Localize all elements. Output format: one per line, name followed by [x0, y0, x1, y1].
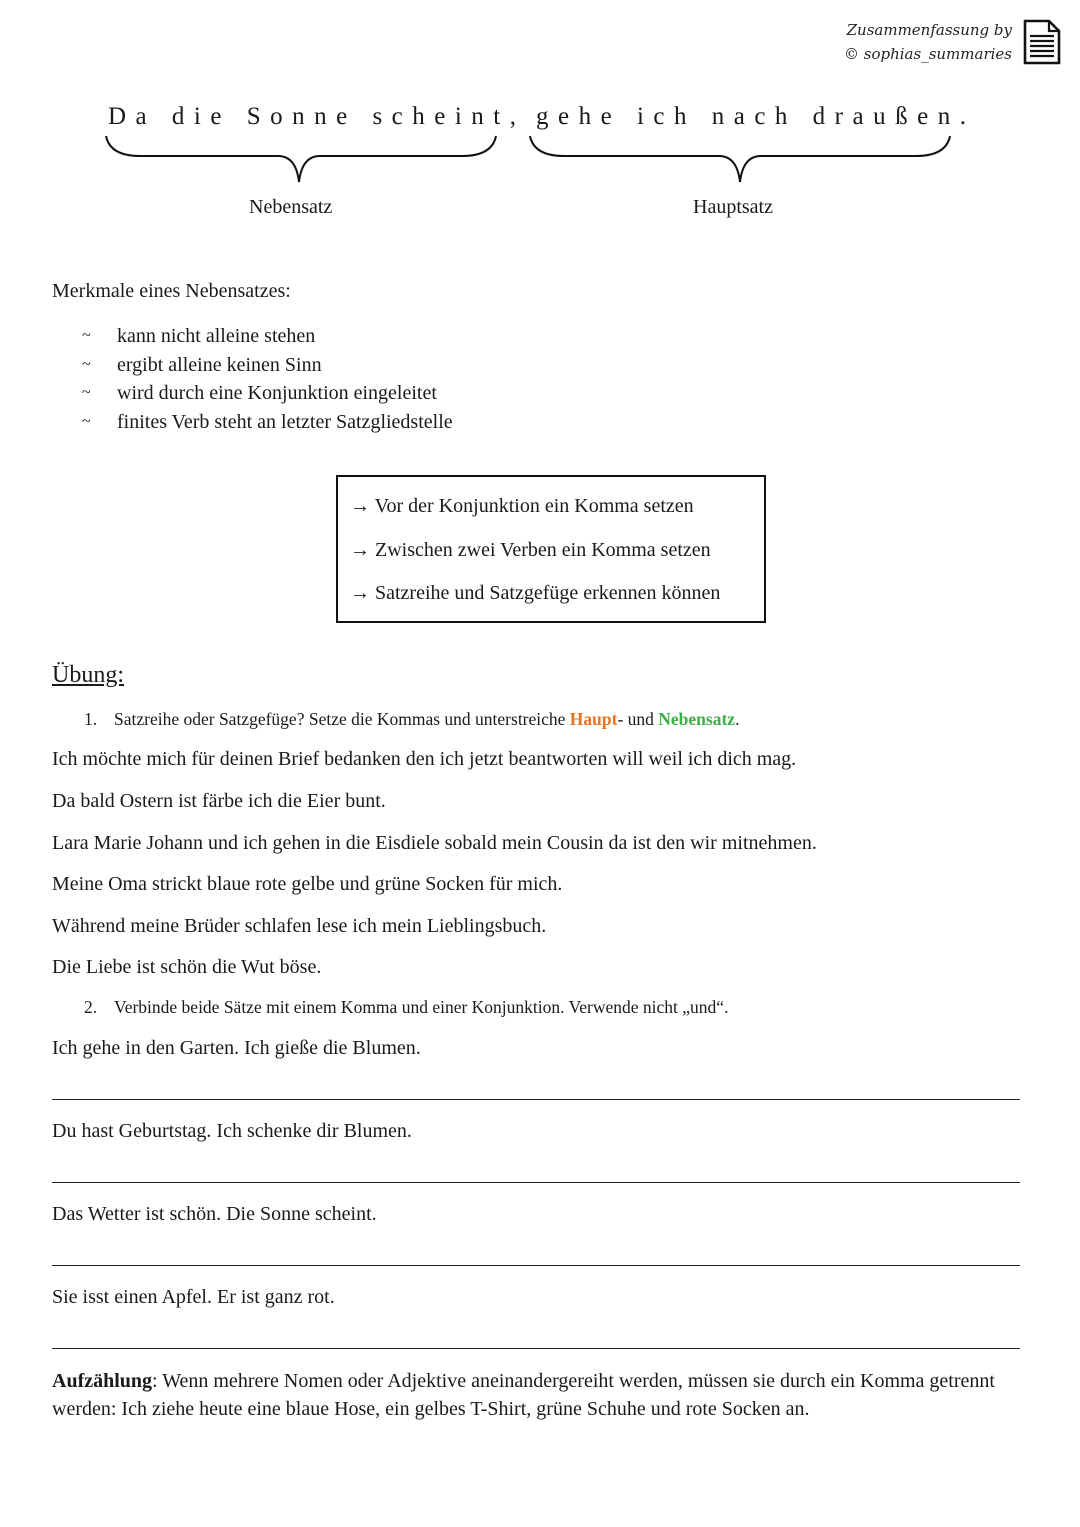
task-1-instruction: 1. Satzreihe oder Satzgefüge? Setze die Kommas und unterstreiche Haupt- und Nebensatz. [84, 709, 740, 729]
answer-line[interactable] [52, 1265, 1020, 1266]
rule-item: → Satzreihe und Satzgefüge erkennen können [350, 582, 721, 604]
example-main-clause: gehe ich nach draußen. [536, 103, 976, 130]
exercise-sentence: Da bald Ostern ist färbe ich die Eier bunt. [52, 790, 386, 812]
credit-line-1: Zusammenfassung by [846, 21, 1012, 39]
task-2-instruction: 2. Verbinde beide Sätze mit einem Komma und einer Konjunktion. Verwende nicht „und“. [84, 997, 729, 1017]
left-brace [100, 132, 500, 188]
rule-item: → Vor der Konjunktion ein Komma setzen [350, 495, 694, 517]
example-subordinate-clause: Da die Sonne scheint, [108, 103, 526, 130]
answer-line[interactable] [52, 1348, 1020, 1349]
enumeration-term: Aufzählung [52, 1370, 153, 1392]
exercise-sentence: Lara Marie Johann und ich gehen in die Eisdiele sobald mein Cousin da ist den wir mitnehmen. [52, 832, 817, 854]
exercise-heading: Übung: [52, 662, 124, 688]
features-title: Merkmale eines Nebensatzes: [52, 280, 291, 302]
tilde-bullet: ~ [82, 327, 91, 344]
haupt-highlight: Haupt [569, 709, 618, 729]
neben-highlight: Nebensatz [658, 709, 736, 729]
features-list [82, 322, 453, 436]
tilde-bullet: ~ [82, 412, 91, 430]
tilde-bullet: ~ [82, 384, 91, 402]
tilde-bullet: ~ [82, 355, 91, 373]
list-item: ~ wird durch eine Konjunktion eingeleitet [82, 379, 453, 408]
list-item: ~ finites Verb steht an letzter Satzgliedstelle [82, 408, 453, 437]
list-item: ~ ergibt alleine keinen Sinn [82, 351, 453, 380]
task-2-sentence: Ich gehe in den Garten. Ich gieße die Blumen. [52, 1037, 421, 1059]
enumeration-note: Aufzählung: Wenn mehrere Nomen oder Adjektive aneinandergereiht werden, müssen sie durch ein Komma getrennt werden: Ich ziehe heute eine blaue Hose, ein gelbes T-Shirt, grüne Schuhe und rote Socken an. [52, 1370, 995, 1420]
task-2-sentence: Du hast Geburtstag. Ich schenke dir Blumen. [52, 1120, 412, 1142]
task-2-sentence: Das Wetter ist schön. Die Sonne scheint. [52, 1203, 377, 1225]
exercise-sentence: Die Liebe ist schön die Wut böse. [52, 956, 322, 978]
rule-item: → Zwischen zwei Verben ein Komma setzen [350, 538, 711, 561]
label-hauptsatz: Hauptsatz [693, 196, 773, 218]
exercise-sentence: Während meine Brüder schlafen lese ich mein Lieblingsbuch. [52, 915, 547, 937]
credit-line-2: © sophias_summaries [844, 45, 1012, 63]
list-item: ~ kann nicht alleine stehen [82, 322, 453, 351]
exercise-sentence: Meine Oma strickt blaue rote gelbe und grüne Socken für mich. [52, 873, 563, 895]
answer-line[interactable] [52, 1182, 1020, 1183]
right-brace [524, 132, 954, 188]
document-icon [1022, 18, 1062, 66]
label-nebensatz: Nebensatz [249, 196, 333, 218]
task-2-sentence: Sie isst einen Apfel. Er ist ganz rot. [52, 1286, 335, 1308]
rules-box [336, 475, 766, 623]
author-credit [844, 18, 1012, 66]
answer-line[interactable] [52, 1099, 1020, 1100]
exercise-sentence: Ich möchte mich für deinen Brief bedanken den ich jetzt beantworten will weil ich dich mag. [52, 748, 797, 770]
